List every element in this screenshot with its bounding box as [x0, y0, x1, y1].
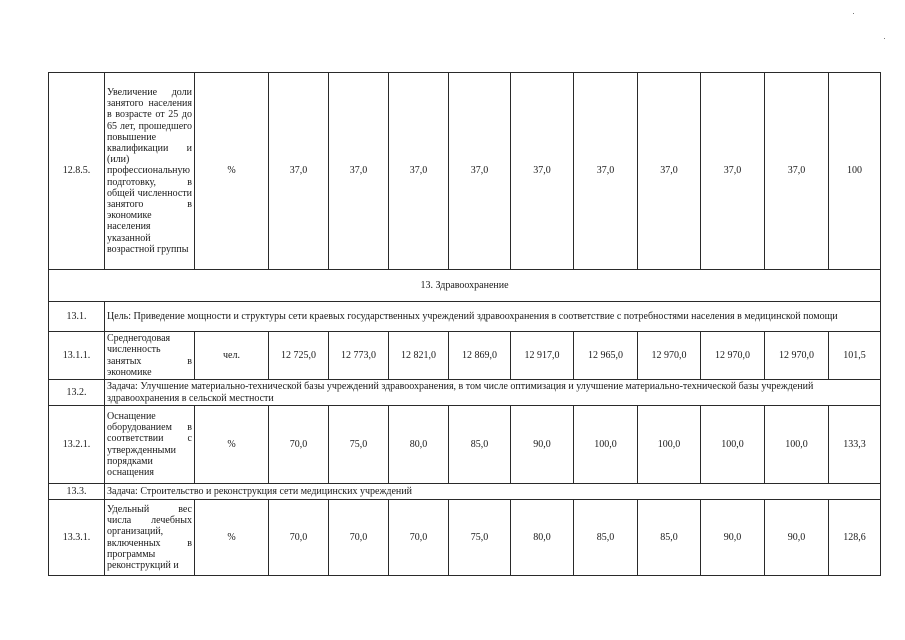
- value-cell: 70,0: [269, 406, 329, 484]
- value-cell: 12 821,0: [389, 332, 449, 380]
- value-cell: 12 869,0: [449, 332, 511, 380]
- row-number: 13.3.1.: [49, 500, 105, 576]
- value-cell: 37,0: [701, 73, 765, 270]
- scan-speck: [853, 13, 854, 14]
- value-cell: 37,0: [511, 73, 574, 270]
- row-number: 13.2.1.: [49, 406, 105, 484]
- table-row: [49, 332, 881, 380]
- indicator-name: Увеличение доли занятого населения в возрасте от 25 до 65 лет, прошедшего повышение квалификации и (или) профессиональную подготовку, в общей численности занятого в экономике населения указанной возрастной группы: [105, 73, 195, 270]
- ratio-cell: 133,3: [829, 406, 881, 484]
- value-cell: 100,0: [765, 406, 829, 484]
- unit-cell: %: [195, 406, 269, 484]
- unit-cell: %: [195, 73, 269, 270]
- scan-speck: [884, 38, 885, 39]
- row-number: 13.2.: [49, 380, 105, 406]
- value-cell: 12 917,0: [511, 332, 574, 380]
- value-cell: 12 965,0: [574, 332, 638, 380]
- indicator-table: [48, 72, 881, 576]
- value-cell: 85,0: [449, 406, 511, 484]
- row-number: 13.3.: [49, 484, 105, 500]
- row-number: 13.1.1.: [49, 332, 105, 380]
- value-cell: 12 970,0: [765, 332, 829, 380]
- row-number: 13.1.: [49, 302, 105, 332]
- value-cell: 70,0: [389, 500, 449, 576]
- unit-cell: %: [195, 500, 269, 576]
- value-cell: 37,0: [389, 73, 449, 270]
- value-cell: 90,0: [701, 500, 765, 576]
- value-cell: 75,0: [449, 500, 511, 576]
- value-cell: 37,0: [269, 73, 329, 270]
- value-cell: 100,0: [574, 406, 638, 484]
- value-cell: 85,0: [638, 500, 701, 576]
- value-cell: 85,0: [574, 500, 638, 576]
- value-cell: 80,0: [389, 406, 449, 484]
- unit-cell: чел.: [195, 332, 269, 380]
- value-cell: 37,0: [638, 73, 701, 270]
- ratio-cell: 128,6: [829, 500, 881, 576]
- goal-text: Задача: Улучшение материально-технической базы учреждений здравоохранения, в том числе оптимизация и улучшение материально-технической базы учреждений здравоохранения в сельской местности: [105, 380, 881, 406]
- indicator-name: Среднегодовая численность занятых в экономике: [105, 332, 195, 380]
- value-cell: 12 970,0: [638, 332, 701, 380]
- ratio-cell: 101,5: [829, 332, 881, 380]
- section-row: [49, 270, 881, 302]
- value-cell: 12 725,0: [269, 332, 329, 380]
- goal-row: [49, 380, 881, 406]
- goal-text: Цель: Приведение мощности и структуры сети краевых государственных учреждений здравоохранения в соответствие с потребностями населения в медицинской помощи: [105, 302, 881, 332]
- indicator-name: Оснащение оборудованием в соответствии с утвержденными порядками оснащения: [105, 406, 195, 484]
- value-cell: 12 970,0: [701, 332, 765, 380]
- value-cell: 100,0: [638, 406, 701, 484]
- value-cell: 70,0: [269, 500, 329, 576]
- value-cell: 37,0: [574, 73, 638, 270]
- value-cell: 90,0: [765, 500, 829, 576]
- value-cell: 90,0: [511, 406, 574, 484]
- goal-row: [49, 302, 881, 332]
- section-title: 13. Здравоохранение: [49, 270, 881, 302]
- value-cell: 100,0: [701, 406, 765, 484]
- value-cell: 37,0: [329, 73, 389, 270]
- row-number: 12.8.5.: [49, 73, 105, 270]
- table-row: [49, 406, 881, 484]
- indicator-name: Удельный вес числа лечебных организаций, включенных в программы реконструкций и: [105, 500, 195, 576]
- ratio-cell: 100: [829, 73, 881, 270]
- value-cell: 37,0: [449, 73, 511, 270]
- value-cell: 70,0: [329, 500, 389, 576]
- value-cell: 75,0: [329, 406, 389, 484]
- goal-row: [49, 484, 881, 500]
- value-cell: 12 773,0: [329, 332, 389, 380]
- value-cell: 37,0: [765, 73, 829, 270]
- table-row: [49, 500, 881, 576]
- goal-text: Задача: Строительство и реконструкция сети медицинских учреждений: [105, 484, 881, 500]
- value-cell: 80,0: [511, 500, 574, 576]
- table-row: [49, 73, 881, 270]
